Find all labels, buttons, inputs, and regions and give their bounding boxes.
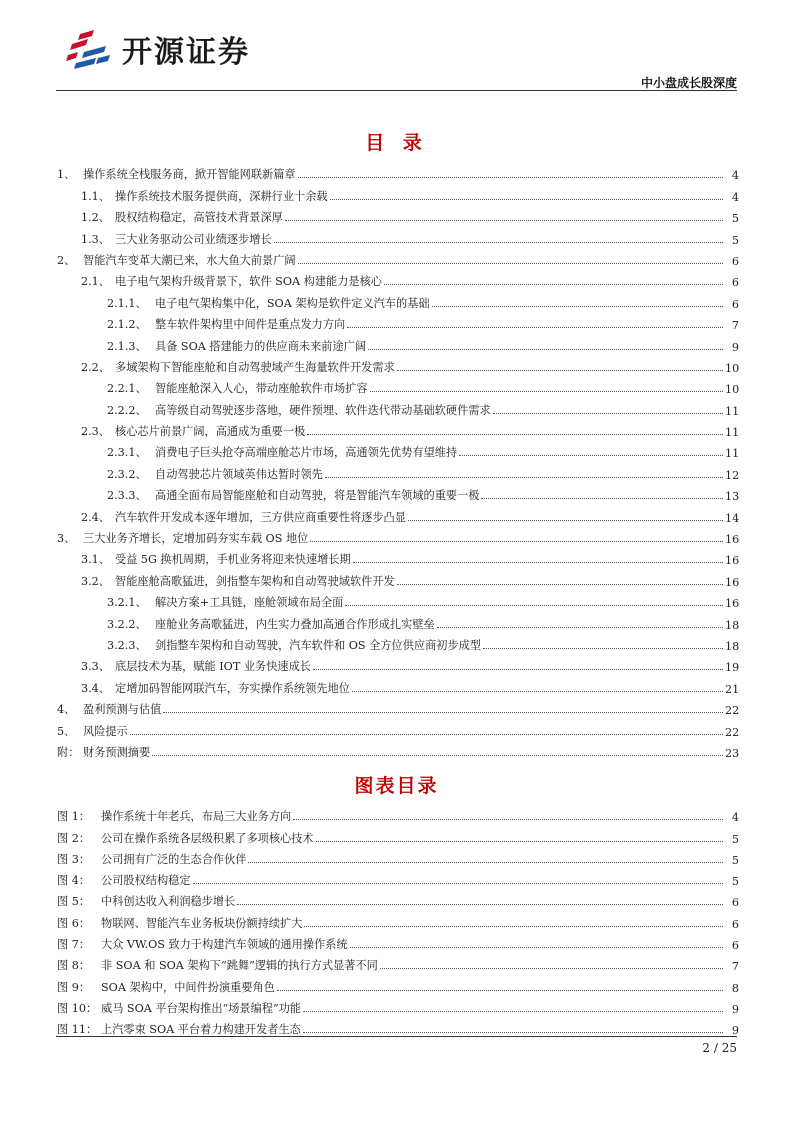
dot-leader — [397, 584, 723, 585]
entry-page: 23 — [725, 746, 740, 760]
entry-page: 14 — [725, 511, 740, 525]
dot-leader — [493, 413, 723, 414]
page-header — [0, 0, 793, 92]
entry-text: 公司股权结构稳定 — [101, 874, 191, 888]
entry-number: 1、 — [57, 168, 76, 182]
entry-page: 11 — [725, 447, 740, 461]
entry-page: 16 — [725, 533, 740, 547]
entry-text: 高通全面布局智能座舱和自动驾驶，将是智能汽车领域的重要一极 — [155, 489, 480, 503]
toc-entry[interactable] — [57, 589, 739, 610]
toc-title: 目 录 — [365, 132, 428, 154]
entry-page: 8 — [731, 981, 739, 995]
figure-entry[interactable] — [57, 824, 739, 845]
logo-mark-icon — [66, 28, 114, 70]
toc-entry[interactable] — [57, 717, 739, 738]
entry-text: 上汽零束 SOA 平台着力构建开发者生态 — [101, 1023, 301, 1037]
entry-number: 3.1、 — [81, 553, 110, 567]
header-divider — [56, 90, 737, 91]
toc-entry[interactable] — [57, 653, 739, 674]
toc-entry[interactable] — [57, 460, 739, 481]
entry-page: 5 — [731, 832, 739, 846]
entry-page: 6 — [731, 939, 739, 953]
entry-number: 2.3.1、 — [107, 446, 147, 460]
entry-number: 图 8： — [57, 959, 91, 973]
entry-text: 电子电气架构集中化，SOA 架构是软件定义汽车的基础 — [155, 296, 430, 310]
dot-leader — [347, 327, 723, 328]
entry-page: 9 — [731, 1024, 739, 1038]
dot-leader — [152, 755, 723, 756]
dot-leader — [285, 220, 723, 221]
entry-text: 操作系统全栈服务商，掀开智能网联新篇章 — [83, 168, 296, 182]
entry-text: 底层技术为基，赋能 IOT 业务快速成长 — [115, 660, 311, 674]
entry-page: 4 — [731, 169, 739, 183]
entry-page: 19 — [725, 661, 740, 675]
page-number: 2 / 25 — [702, 1041, 737, 1055]
entry-number: 3.2.3、 — [107, 638, 147, 652]
entry-text: 风险提示 — [83, 724, 128, 738]
entry-text: 非 SOA 和 SOA 架构下“跳舞”逻辑的执行方式显著不同 — [101, 959, 378, 973]
entry-number: 3、 — [57, 532, 76, 546]
entry-number: 2.1.1、 — [107, 296, 147, 310]
dot-leader — [130, 734, 723, 735]
entry-text: 公司在操作系统各层级积累了多项核心技术 — [101, 831, 314, 845]
entry-text: 汽车软件开发成本逐年增加，三方供应商重要性将逐步凸显 — [115, 510, 406, 524]
figure-list — [57, 803, 739, 1037]
entry-text: 大众 VW.OS 致力于构建汽车领域的通用操作系统 — [101, 938, 348, 952]
dot-leader — [483, 648, 723, 649]
entry-number: 3.4、 — [81, 681, 110, 695]
dot-leader — [353, 562, 723, 563]
entry-number: 2.4、 — [81, 510, 110, 524]
entry-text: 多域架构下智能座舱和自动驾驶域产生海量软件开发需求 — [115, 360, 395, 374]
entry-page: 5 — [731, 853, 739, 867]
entry-text: 盈利预测与估值 — [83, 703, 162, 717]
toc-entry[interactable] — [57, 546, 739, 567]
entry-number: 图 11： — [57, 1023, 98, 1037]
entry-text: 座舱业务高歌猛进，内生实力叠加高通合作形成扎实壁垒 — [155, 617, 435, 631]
entry-text: 威马 SOA 平台架构推出“场景编程”功能 — [101, 1001, 302, 1015]
dot-leader — [316, 841, 723, 842]
entry-number: 3.2、 — [81, 574, 110, 588]
entry-page: 6 — [731, 276, 739, 290]
entry-number: 2.3、 — [81, 425, 110, 439]
dot-leader — [307, 434, 723, 435]
figure-list-title: 图表目录 — [354, 775, 439, 797]
entry-page: 10 — [725, 383, 740, 397]
entry-text: 财务预测摘要 — [83, 745, 151, 759]
dot-leader — [345, 605, 723, 606]
entry-page: 5 — [731, 212, 739, 226]
entry-text: 三大业务驱动公司业绩逐步增长 — [115, 232, 272, 246]
toc-entry[interactable] — [57, 418, 739, 439]
toc-entry[interactable] — [57, 289, 739, 310]
entry-number: 图 7： — [57, 938, 91, 952]
figure-entry[interactable] — [57, 909, 739, 930]
figure-entry[interactable] — [57, 931, 739, 952]
dot-leader — [330, 199, 723, 200]
entry-page: 6 — [731, 917, 739, 931]
footer-divider — [56, 1036, 737, 1037]
dot-leader — [163, 712, 723, 713]
dot-leader — [274, 242, 723, 243]
entry-page: 18 — [725, 618, 740, 632]
entry-text: 中科创达收入利润稳步增长 — [101, 895, 236, 909]
dot-leader — [384, 284, 723, 285]
entry-text: 股权结构稳定，高管技术背景深厚 — [115, 211, 283, 225]
toc-entry[interactable] — [57, 247, 739, 268]
dot-leader — [248, 862, 723, 863]
entry-number: 2.1.3、 — [107, 339, 147, 353]
entry-number: 5、 — [57, 724, 76, 738]
entry-page: 13 — [725, 490, 740, 504]
toc-entry[interactable] — [57, 696, 739, 717]
figure-entry[interactable] — [57, 867, 739, 888]
dot-leader — [310, 541, 723, 542]
entry-text: 物联网、智能汽车业务板块份额持续扩大 — [101, 916, 303, 930]
entry-text: 整车软件架构里中间件是重点发力方向 — [155, 318, 346, 332]
dot-leader — [397, 370, 723, 371]
entry-text: 具备 SOA 搭建能力的供应商未来前途广阔 — [155, 339, 367, 353]
dot-leader — [293, 819, 723, 820]
entry-text: 受益 5G 换机周期，手机业务将迎来快速增长期 — [115, 553, 351, 567]
entry-page: 18 — [725, 639, 740, 653]
entry-number: 图 3： — [57, 852, 91, 866]
entry-page: 21 — [725, 682, 740, 696]
entry-number: 2.1、 — [81, 275, 110, 289]
figure-entry[interactable] — [57, 1016, 739, 1037]
entry-text: 智能座舱深入人心，带动座舱软件市场扩容 — [155, 382, 368, 396]
entry-number: 2.2、 — [81, 360, 110, 374]
figure-entry[interactable] — [57, 995, 739, 1016]
entry-number: 1.1、 — [81, 189, 110, 203]
entry-text: 定增加码智能网联汽车，夯实操作系统领先地位 — [115, 681, 350, 695]
dot-leader — [313, 669, 723, 670]
entry-number: 2.3.2、 — [107, 467, 147, 481]
entry-text: 智能座舱高歌猛进，剑指整车架构和自动驾驶域软件开发 — [115, 574, 395, 588]
toc-entry[interactable] — [57, 632, 739, 653]
toc-entry[interactable] — [57, 674, 739, 695]
entry-page: 10 — [725, 361, 740, 375]
entry-text: 三大业务齐增长，定增加码夯实车载 OS 地位 — [83, 532, 309, 546]
entry-number: 2.3.3、 — [107, 489, 147, 503]
dot-leader — [370, 391, 723, 392]
brand-logo — [66, 28, 250, 70]
toc-entry[interactable] — [57, 354, 739, 375]
entry-number: 附： — [57, 745, 80, 759]
toc-entry[interactable] — [57, 525, 739, 546]
toc-entry[interactable] — [57, 739, 739, 760]
entry-page: 11 — [725, 426, 740, 440]
entry-number: 图 4： — [57, 874, 91, 888]
entry-text: 解决方案+工具链，座舱领域布局全面 — [155, 596, 344, 610]
entry-number: 1.3、 — [81, 232, 110, 246]
entry-number: 3.3、 — [81, 660, 110, 674]
toc-entry[interactable] — [57, 503, 739, 524]
entry-text: 核心芯片前景广阔，高通成为重要一极 — [115, 425, 306, 439]
entry-number: 图 6： — [57, 916, 91, 930]
toc-entry[interactable] — [57, 375, 739, 396]
figure-entry[interactable] — [57, 973, 739, 994]
entry-page: 9 — [731, 1002, 739, 1016]
entry-page: 22 — [725, 704, 740, 718]
entry-number: 2.2.1、 — [107, 382, 147, 396]
entry-text: 剑指整车架构和自动驾驶，汽车软件和 OS 全方位供应商初步成型 — [155, 638, 482, 652]
entry-number: 2.1.2、 — [107, 318, 147, 332]
entry-page: 4 — [731, 190, 739, 204]
toc-entry[interactable] — [57, 204, 739, 225]
toc-entry[interactable] — [57, 332, 739, 353]
dot-leader — [303, 1032, 723, 1033]
toc-entry[interactable] — [57, 610, 739, 631]
entry-page: 7 — [731, 960, 739, 974]
entry-number: 3.2.1、 — [107, 596, 147, 610]
figure-entry[interactable] — [57, 952, 739, 973]
entry-number: 图 2： — [57, 831, 91, 845]
toc-entry[interactable] — [57, 396, 739, 417]
dot-leader — [408, 520, 723, 521]
figure-entry[interactable] — [57, 846, 739, 867]
entry-number: 图 9： — [57, 980, 91, 994]
entry-page: 16 — [725, 575, 740, 589]
dot-leader — [277, 990, 723, 991]
dot-leader — [350, 947, 723, 948]
entry-number: 图 10： — [57, 1001, 98, 1015]
entry-page: 6 — [731, 297, 739, 311]
entry-page: 16 — [725, 597, 740, 611]
toc-entry[interactable] — [57, 567, 739, 588]
toc-entry[interactable] — [57, 311, 739, 332]
toc-entry[interactable] — [57, 482, 739, 503]
toc-entry[interactable] — [57, 225, 739, 246]
entry-text: 操作系统十年老兵，布局三大业务方向 — [101, 810, 292, 824]
dot-leader — [459, 455, 723, 456]
report-type: 中小盘成长股深度 — [640, 76, 737, 90]
entry-number: 1.2、 — [81, 211, 110, 225]
dot-leader — [325, 477, 723, 478]
entry-number: 2.2.2、 — [107, 403, 147, 417]
entry-page: 5 — [731, 875, 739, 889]
entry-text: 自动驾驶芯片领域英伟达暂时领先 — [155, 467, 323, 481]
entry-text: 消费电子巨头抢夺高端座舱芯片市场，高通领先优势有望维持 — [155, 446, 458, 460]
entry-page: 6 — [731, 254, 739, 268]
dot-leader — [352, 691, 723, 692]
brand-name: 开源证券 — [122, 35, 250, 70]
entry-page: 22 — [725, 725, 740, 739]
table-of-contents — [57, 161, 739, 760]
entry-text: 操作系统技术服务提供商，深耕行业十余载 — [115, 189, 328, 203]
entry-page: 9 — [731, 340, 739, 354]
dot-leader — [437, 627, 723, 628]
toc-entry[interactable] — [57, 439, 739, 460]
entry-page: 7 — [731, 319, 739, 333]
dot-leader — [432, 306, 723, 307]
dot-leader — [237, 904, 723, 905]
entry-number: 2、 — [57, 253, 76, 267]
entry-text: 公司拥有广泛的生态合作伙伴 — [101, 852, 247, 866]
dot-leader — [193, 883, 723, 884]
dot-leader — [303, 1011, 723, 1012]
dot-leader — [368, 349, 723, 350]
toc-entry[interactable] — [57, 268, 739, 289]
dot-leader — [304, 926, 723, 927]
toc-entry[interactable] — [57, 182, 739, 203]
entry-page: 5 — [731, 233, 739, 247]
entry-text: 智能汽车变革大潮已来，水大鱼大前景广阔 — [83, 253, 296, 267]
entry-page: 12 — [725, 468, 740, 482]
dot-leader — [380, 968, 723, 969]
entry-page: 11 — [725, 404, 740, 418]
entry-number: 图 5： — [57, 895, 91, 909]
entry-number: 4、 — [57, 703, 76, 717]
entry-text: 电子电气架构升级背景下，软件 SOA 构建能力是核心 — [115, 275, 382, 289]
entry-page: 16 — [725, 554, 740, 568]
figure-entry[interactable] — [57, 888, 739, 909]
entry-page: 4 — [731, 811, 739, 825]
figure-entry[interactable] — [57, 803, 739, 824]
entry-text: 高等级自动驾驶逐步落地，硬件预埋、软件迭代带动基础软硬件需求 — [155, 403, 491, 417]
entry-text: SOA 架构中，中间件扮演重要角色 — [101, 980, 275, 994]
toc-entry[interactable] — [57, 161, 739, 182]
dot-leader — [298, 177, 723, 178]
entry-number: 图 1： — [57, 810, 91, 824]
dot-leader — [481, 498, 723, 499]
entry-page: 6 — [731, 896, 739, 910]
entry-number: 3.2.2、 — [107, 617, 147, 631]
dot-leader — [298, 263, 723, 264]
